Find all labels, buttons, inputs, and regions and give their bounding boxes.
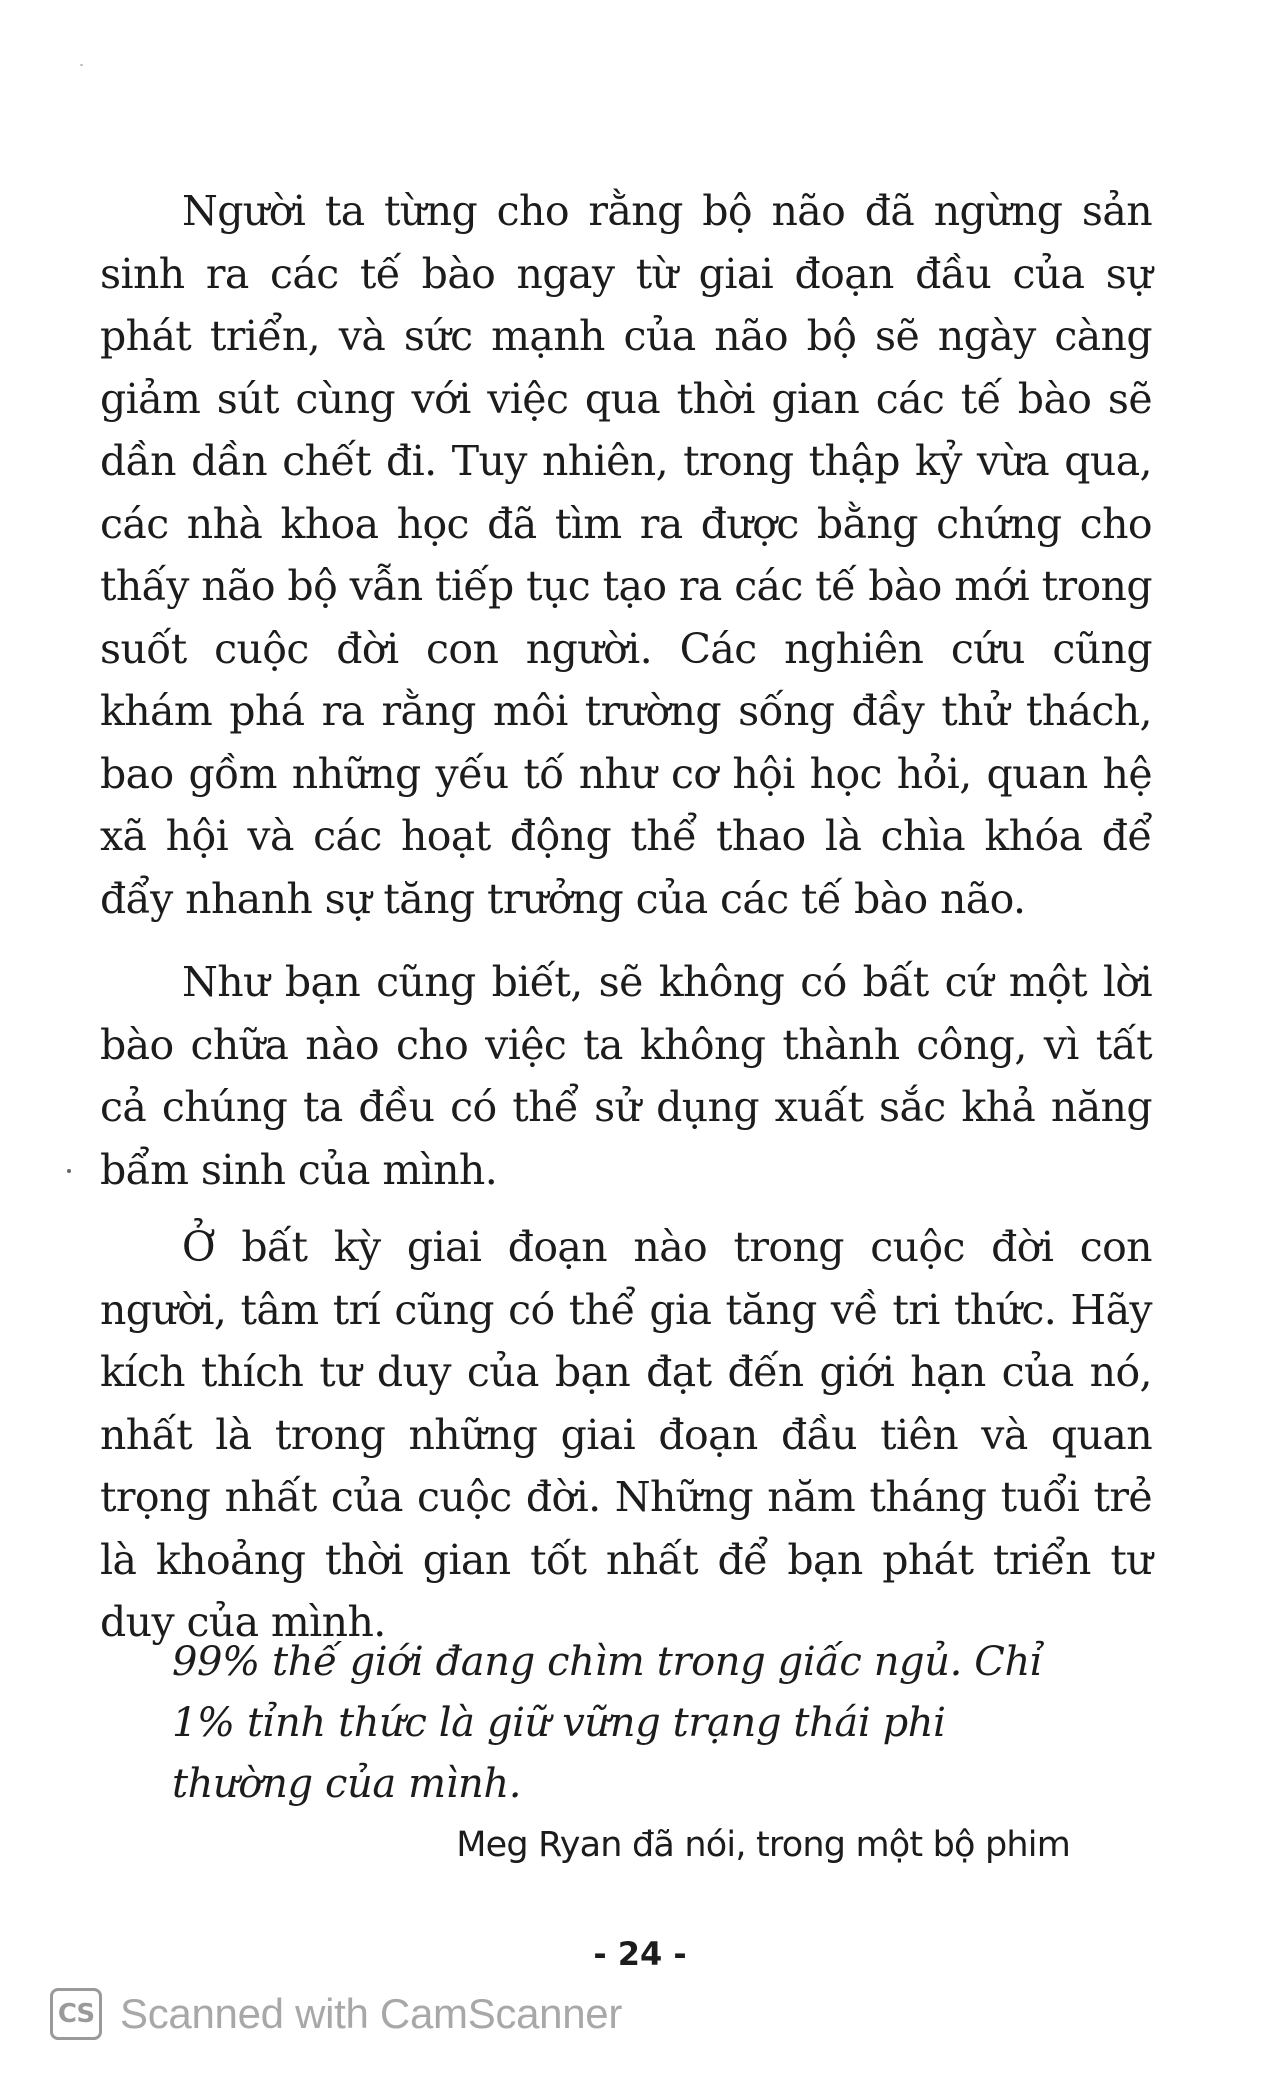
- scan-speck: [80, 64, 83, 66]
- paragraph-1: Người ta từng cho rằng bộ não đã ngừng sản sinh ra các tế bào ngay từ giai đoạn đầu của sự phát triển, và sức mạnh của não bộ sẽ ngày càng giảm sút cùng với việc qua thời gian các tế bào sẽ dần dần chết đi. Tuy nhiên, trong thập kỷ vừa qua, các nhà khoa học đã tìm ra được bằng chứng cho thấy não bộ vẫn tiếp tục tạo ra các tế bào mới trong suốt cuộc đời con người. Các nghiên cứu cũng khám phá ra rằng môi trường sống đầy thử thách, bao gồm những yếu tố như cơ hội học hỏi, quan hệ xã hội và các hoạt động thể thao là chìa khóa để đẩy nhanh sự tăng trưởng của các tế bào não.: [100, 187, 1152, 923]
- camscanner-logo-icon: CS: [50, 1988, 102, 2040]
- quote-attribution: Meg Ryan đã nói, trong một bộ phim: [456, 1825, 1070, 1865]
- camscanner-watermark: [50, 1986, 622, 2042]
- page-number: - 24 -: [593, 1935, 687, 1973]
- paragraph-3: Ở bất kỳ giai đoạn nào trong cuộc đời con người, tâm trí cũng có thể gia tăng về tri thức. Hãy kích thích tư duy của bạn đạt đến giới hạn của nó, nhất là trong những giai đoạn đầu tiên và quan trọng nhất của cuộc đời. Những năm tháng tuổi trẻ là khoảng thời gian tốt nhất để bạn phát triển tư duy của mình.: [100, 1223, 1152, 1646]
- scan-speck: [67, 1169, 71, 1173]
- watermark-text: Scanned with CamScanner: [120, 1990, 623, 2037]
- epigraph-quote: 99% thế giới đang chìm trong giấc ngủ. Chỉ 1% tỉnh thức là giữ vững trạng thái phi thường của mình.: [172, 1639, 1043, 1807]
- paragraph-2: Như bạn cũng biết, sẽ không có bất cứ một lời bào chữa nào cho việc ta không thành công, vì tất cả chúng ta đều có thể sử dụng xuất sắc khả năng bẩm sinh của mình.: [100, 958, 1152, 1194]
